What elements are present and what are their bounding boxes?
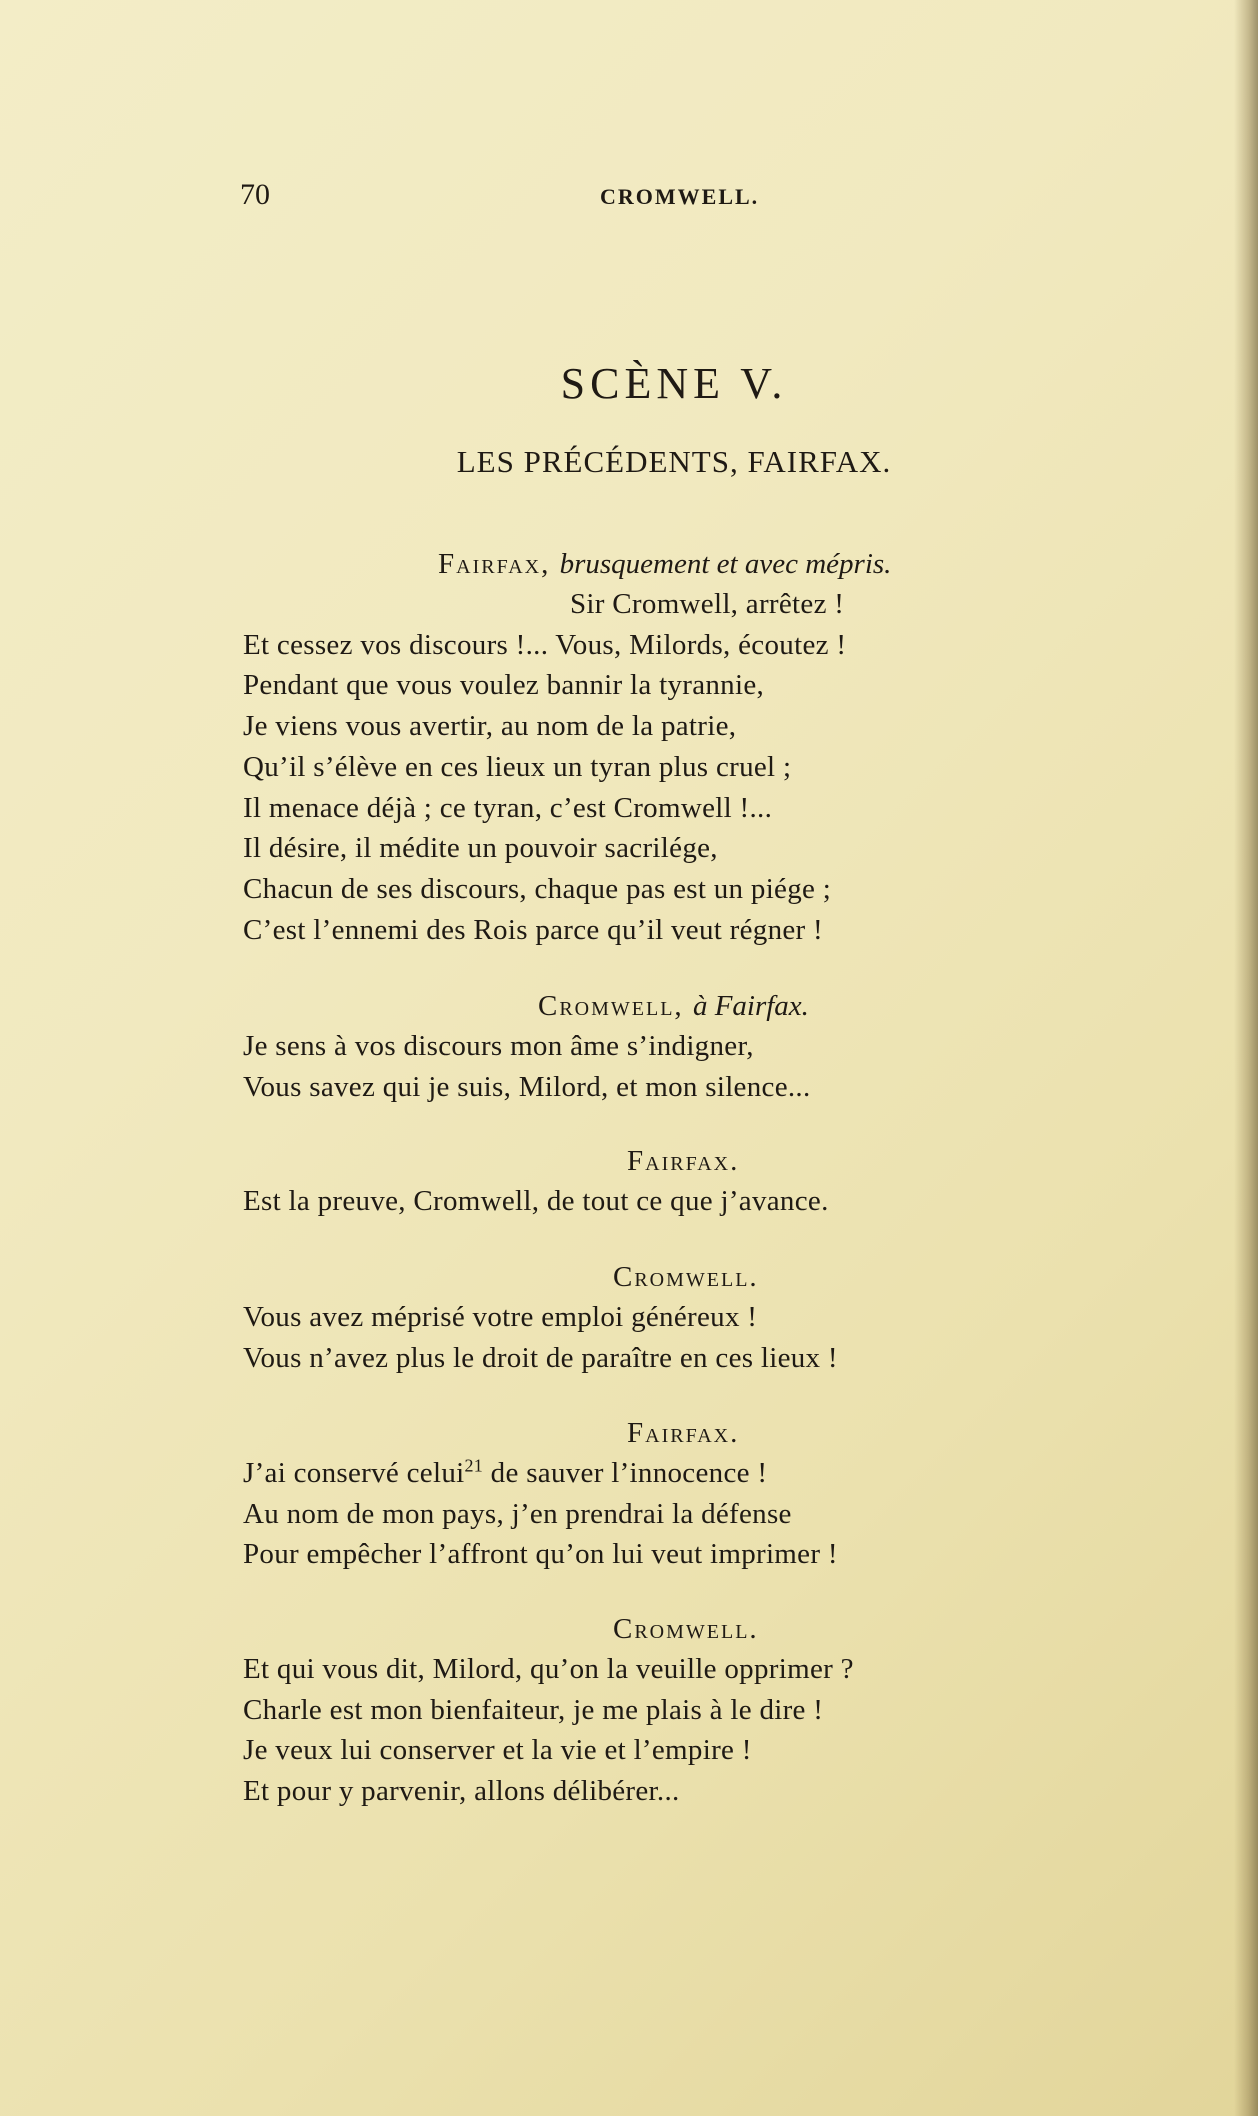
speaker-name: Cromwell,	[538, 990, 684, 1022]
page-number: 70	[240, 178, 270, 211]
verse-line: Chacun de ses discours, chaque pas est un piége ;	[243, 872, 832, 905]
verse-text: J’ai conservé celui	[243, 1457, 465, 1489]
verse-line: Je viens vous avertir, au nom de la patrie,	[243, 710, 737, 743]
scene-characters: LES PRÉCÉDENTS, FAIRFAX.	[456, 444, 892, 479]
speaker-name: Cromwell.	[613, 1613, 759, 1645]
speaker-name: Cromwell.	[613, 1261, 759, 1293]
verse-line: Sir Cromwell, arrêtez !	[570, 588, 845, 620]
verse-text: de sauver l’innocence !	[490, 1457, 768, 1489]
speech-block-fairfax-2	[243, 1141, 1003, 1222]
verse-line: C’est l’ennemi des Rois parce qu’il veut régner !	[243, 913, 824, 946]
verse-line: Vous avez méprisé votre emploi généreux !	[243, 1301, 758, 1333]
page-header	[240, 178, 780, 218]
verse-line: Et cessez vos discours !... Vous, Milords, écoutez !	[243, 628, 847, 661]
running-title: CROMWELL.	[600, 184, 760, 209]
verse-line: Au nom de mon pays, j’en prendrai la défense	[243, 1497, 792, 1530]
verse-line: Charle est mon bienfaiteur, je me plais à le dire !	[243, 1693, 824, 1726]
verse-line: Pendant que vous voulez bannir la tyrannie,	[243, 669, 765, 702]
verse-line: Et pour y parvenir, allons délibérer...	[243, 1775, 680, 1808]
verse-line	[243, 1453, 1003, 1494]
scene-title: SCÈNE V.	[560, 359, 788, 408]
speaker-heading	[243, 1141, 1003, 1181]
speech-block-fairfax-1	[243, 544, 1003, 950]
speaker-name: Fairfax.	[627, 1417, 740, 1449]
verse-line: Est la preuve, Cromwell, de tout ce que j’avance.	[243, 1185, 829, 1217]
verse-line: Qu’il s’élève en ces lieux un tyran plus cruel ;	[243, 750, 792, 783]
verse-line: Il désire, il médite un pouvoir sacrilége,	[243, 832, 718, 865]
verse-line: Il menace déjà ; ce tyran, c’est Cromwell !...	[243, 791, 773, 824]
verse-line: Vous savez qui je suis, Milord, et mon silence...	[243, 1070, 811, 1103]
speaker-heading	[243, 1413, 1003, 1453]
speaker-heading	[243, 986, 1003, 1026]
verse-line: Je veux lui conserver et la vie et l’empire !	[243, 1734, 752, 1767]
stage-direction: brusquement et avec mépris.	[559, 548, 892, 580]
verse-line: Pour empêcher l’affront qu’on lui veut imprimer !	[243, 1538, 838, 1571]
speech-block-cromwell-1	[243, 986, 1003, 1107]
speaker-heading	[243, 544, 1003, 584]
footnote-ref[interactable]: 21	[464, 1455, 484, 1476]
speech-block-fairfax-3	[243, 1413, 1003, 1575]
stage-direction: à Fairfax.	[692, 990, 809, 1022]
speaker-heading	[243, 1257, 1003, 1297]
speech-block-cromwell-2	[243, 1257, 1003, 1378]
verse-line: Et qui vous dit, Milord, qu’on la veuille opprimer ?	[243, 1653, 854, 1685]
speaker-name: Fairfax,	[438, 548, 551, 580]
verse-line: Vous n’avez plus le droit de paraître en ces lieux !	[243, 1341, 838, 1374]
speaker-name: Fairfax.	[627, 1145, 740, 1177]
spine-shadow	[1234, 0, 1258, 2116]
speaker-heading	[243, 1609, 1003, 1649]
speech-block-cromwell-3	[243, 1609, 1003, 1812]
verse-line: Je sens à vos discours mon âme s’indigner,	[243, 1030, 754, 1062]
